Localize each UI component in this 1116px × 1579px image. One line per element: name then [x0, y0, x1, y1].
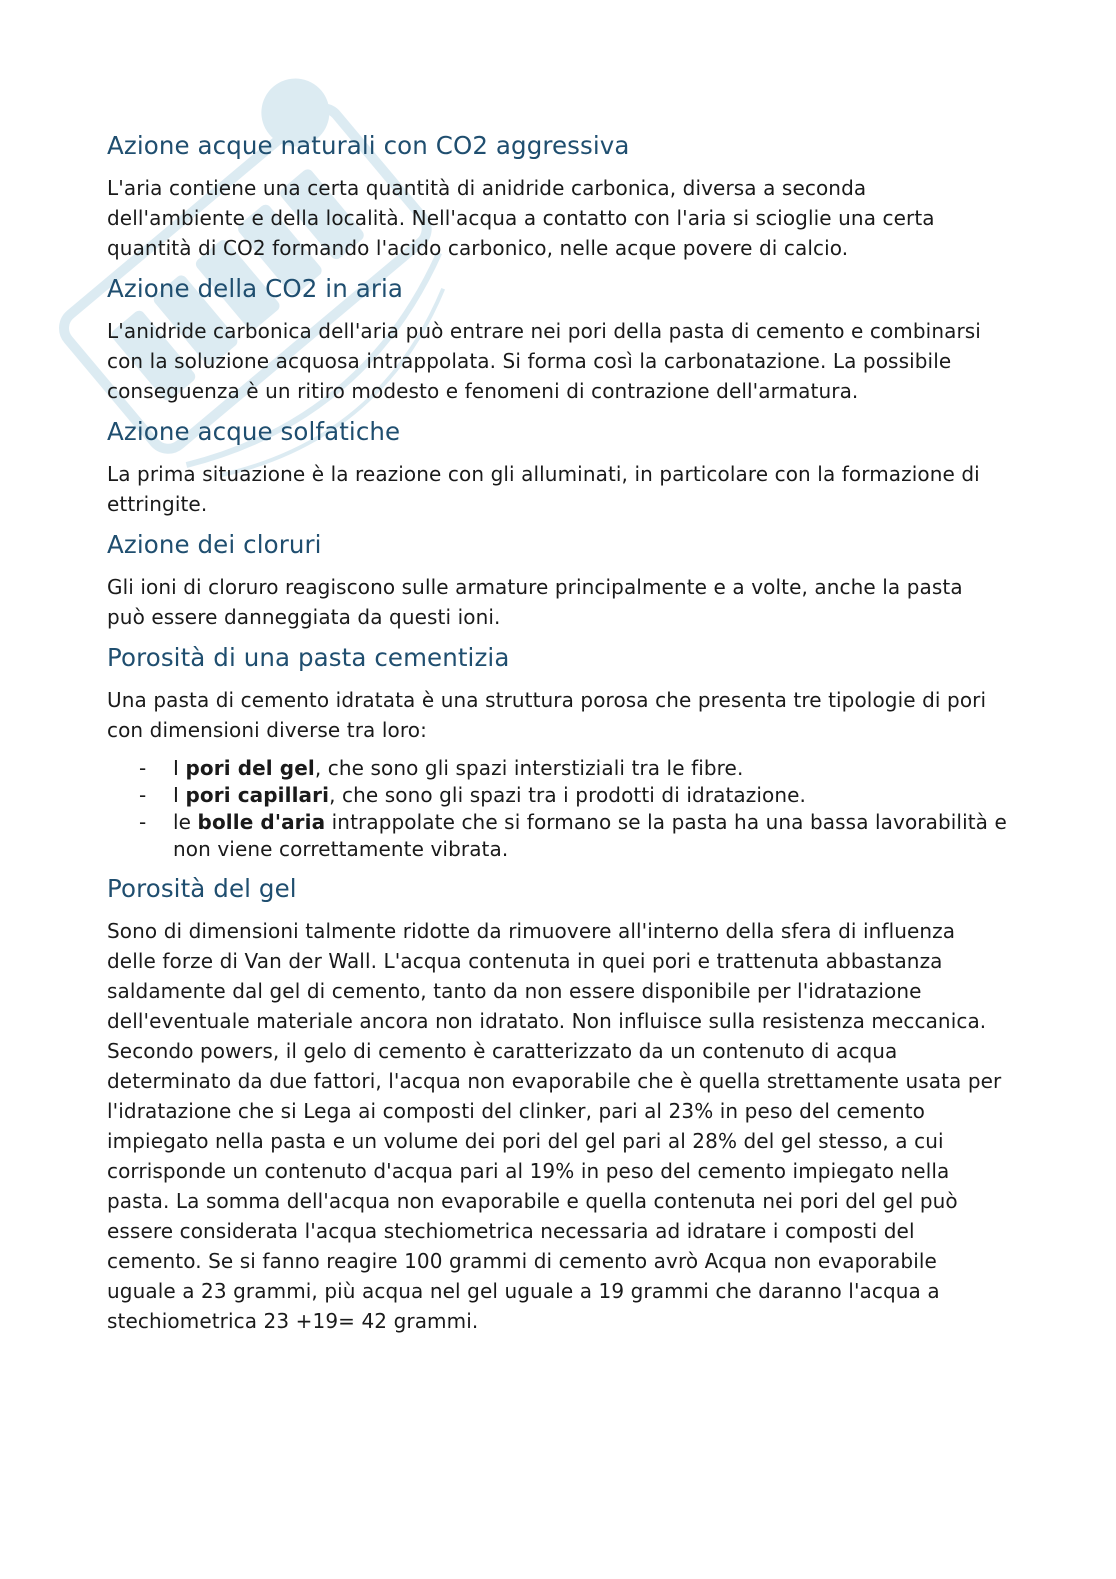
section-heading: Azione acque naturali con CO2 aggressiva	[107, 131, 630, 160]
section-paragraph: Sono di dimensioni talmente ridotte da rimuovere all'interno della sfera di influenza delle forze di Van der Wall. L'acqua contenuta in quei pori e trattenuta abbastanza saldamente dal gel di cemento, tanto da non essere disponibile per l'idratazione dell'eventuale materiale ancora non idratato. Non influisce sulla resistenza meccanica. Secondo powers, il gelo di cemento è caratterizzato da un contenuto di acqua determinato da due fattori, l'acqua non evaporabile che è quella strettamente usata per l'idratazione che si Lega ai composti del clinker, pari al 23% in peso del cemento impiegato nella pasta e un volume dei pori del gel pari al 28% del gel stesso, a cui corrisponde un contenuto d'acqua pari al 19% in peso del cemento impiegato nella pasta. La somma dell'acqua non evaporabile e quella contenuta nei pori del gel può essere considerata l'acqua stechiometrica necessaria ad idratare i composti del cemento. Se si fanno reagire 100 grammi di cemento avrò Acqua non evaporabile uguale a 23 grammi, più acqua nel gel uguale a 19 grammi che daranno l'acqua a stechiometrica 23 +19= 42 grammi.	[107, 919, 1002, 1333]
section-co2-aria	[107, 271, 1007, 406]
section-co2-aggressiva	[107, 128, 1007, 263]
section-porosita-pasta	[107, 640, 1007, 863]
list-dash: -	[139, 810, 147, 834]
list-item-prefix: I	[173, 756, 186, 780]
section-paragraph: L'anidride carbonica dell'aria può entrare nei pori della pasta di cemento e combinarsi con la soluzione acquosa intrappolata. Si forma così la carbonatazione. La possibile conseguenza è un ritiro modesto e fenomeni di contrazione dell'armatura.	[107, 319, 981, 403]
section-paragraph: Una pasta di cemento idratata è una struttura porosa che presenta tre tipologie di pori con dimensioni diverse tra loro:	[107, 688, 987, 742]
list-item	[107, 755, 1007, 782]
section-cloruri	[107, 527, 1007, 632]
section-heading: Porosità del gel	[107, 874, 297, 903]
list-dash: -	[139, 783, 147, 807]
section-acque-solfatiche	[107, 414, 1007, 519]
list-dash: -	[139, 756, 147, 780]
section-heading: Azione dei cloruri	[107, 530, 322, 559]
section-paragraph: Gli ioni di cloruro reagiscono sulle armature principalmente e a volte, anche la pasta può essere danneggiata da questi ioni.	[107, 575, 963, 629]
list-item-prefix: le	[173, 810, 198, 834]
list-item-term: pori del gel	[185, 756, 315, 780]
list-item-prefix: I	[173, 783, 186, 807]
document-page	[107, 128, 1007, 1344]
list-item	[107, 782, 1007, 809]
section-paragraph: La prima situazione è la reazione con gli alluminati, in particolare con la formazione di ettringite.	[107, 462, 980, 516]
section-heading: Azione della CO2 in aria	[107, 274, 404, 303]
section-heading: Azione acque solfatiche	[107, 417, 401, 446]
section-porosita-gel	[107, 871, 1007, 1336]
list-item-text: , che sono gli spazi tra i prodotti di idratazione.	[329, 783, 806, 807]
pore-types-list	[107, 755, 1007, 863]
list-item-term: bolle d'aria	[197, 810, 326, 834]
list-item-text: , che sono gli spazi interstiziali tra le fibre.	[314, 756, 744, 780]
section-heading: Porosità di una pasta cementizia	[107, 643, 510, 672]
list-item-term: pori capillari	[185, 783, 330, 807]
list-item-text: intrappolate che si formano se la pasta ha una bassa lavorabilità e non viene correttamente vibrata.	[173, 810, 1007, 861]
section-paragraph: L'aria contiene una certa quantità di anidride carbonica, diversa a seconda dell'ambiente e della località. Nell'acqua a contatto con l'aria si scioglie una certa quantità di CO2 formando l'acido carbonico, nelle acque povere di calcio.	[107, 176, 935, 260]
list-item	[107, 809, 1007, 863]
